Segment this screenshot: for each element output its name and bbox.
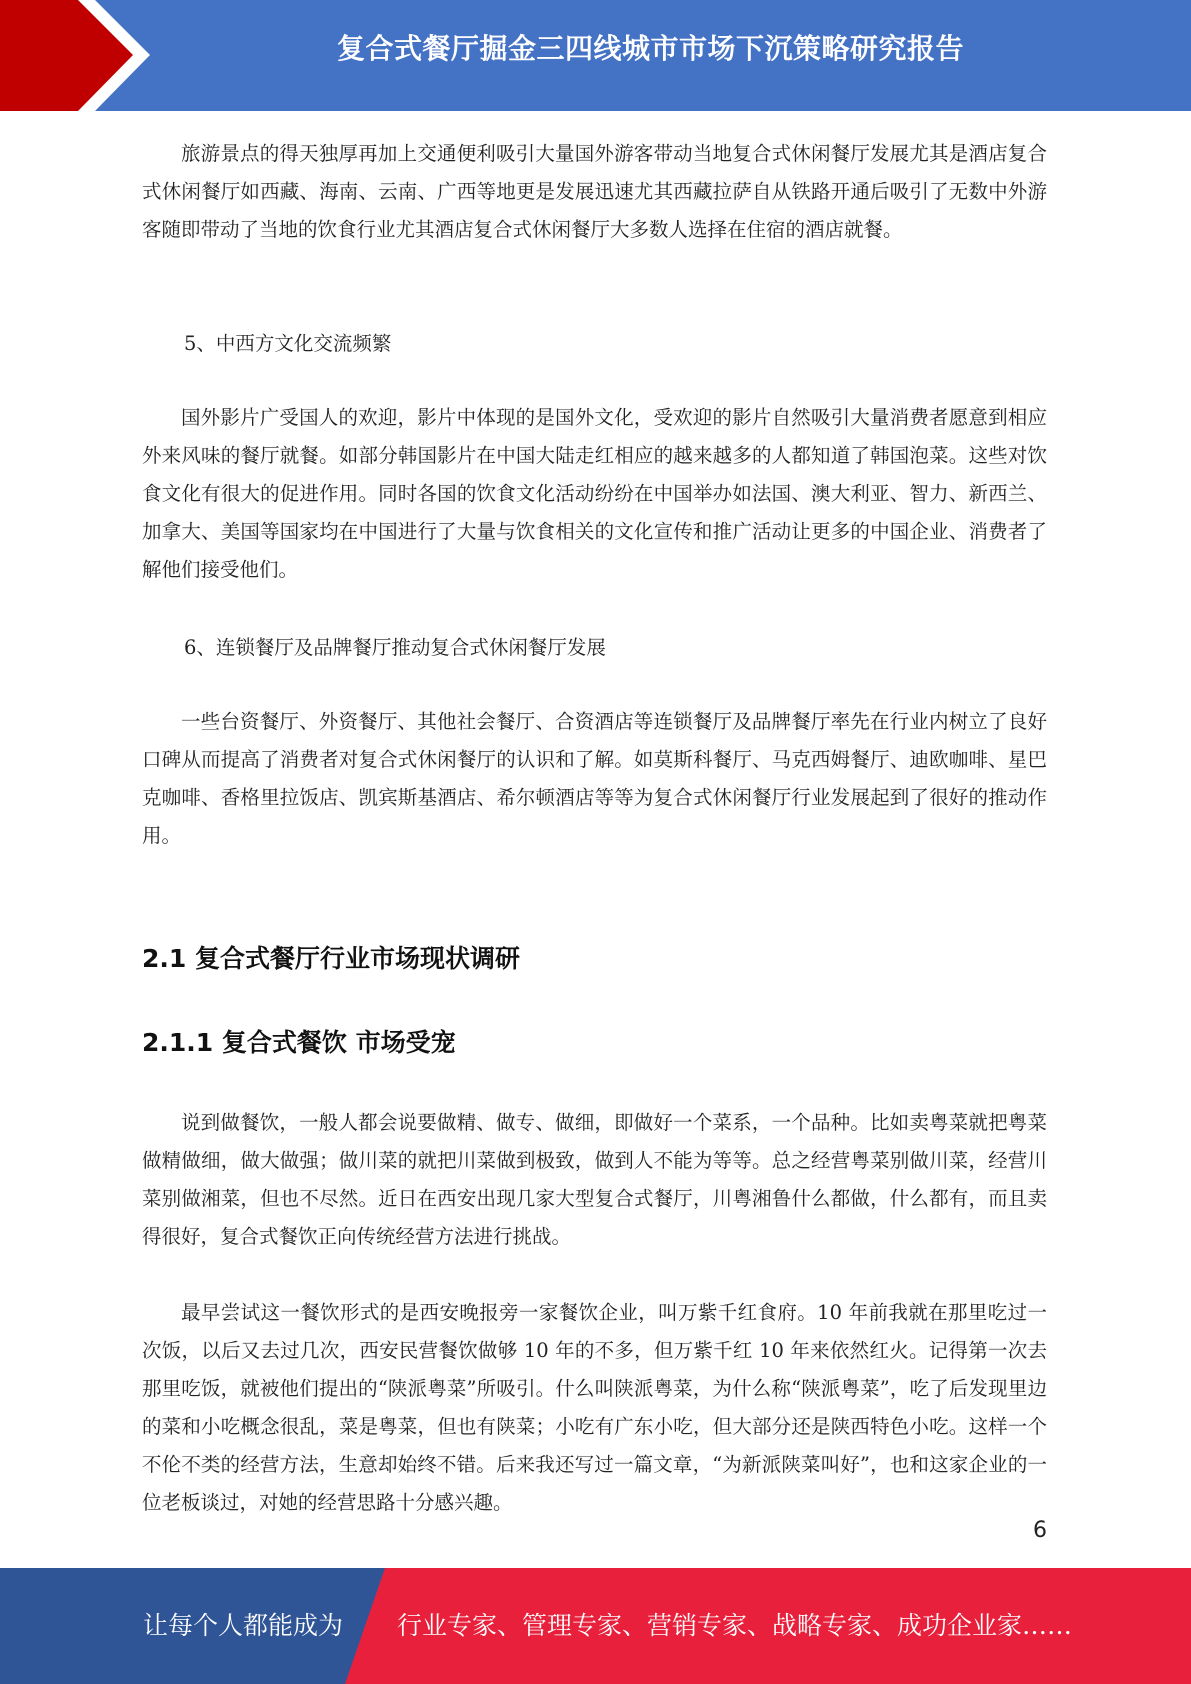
section-heading-2-1: 2.1 复合式餐厅行业市场现状调研 [142,944,520,973]
document-title: 复合式餐厅掘金三四线城市市场下沉策略研究报告 [336,32,964,65]
paragraph-culture-exchange: 国外影片广受国人的欢迎，影片中体现的是国外文化，受欢迎的影片自然吸引大量消费者愿意到相应外来风味的餐厅就餐。如部分韩国影片在中国大陆走红相应的越来越多的人都知道了韩国泡菜。这些对饮食文化有很大的促进作用。同时各国的饮食文化活动纷纷在中国举办如法国、澳大利亚、智力、新西兰、加拿大、美国等国家均在中国进行了大量与饮食相关的文化宣传和推广活动让更多的中国企业、消费者了解他们接受他们。 [142,406,1047,581]
subheading-5: 5、中西方文化交流频繁 [184,332,392,355]
page-footer [0,1568,1191,1684]
paragraph-chain-restaurants: 一些台资餐厅、外资餐厅、其他社会餐厅、合资酒店等连锁餐厅及品牌餐厅率先在行业内树立了良好口碑从而提高了消费者对复合式休闲餐厅的认识和了解。如莫斯科餐厅、马克西姆餐厅、迪欧咖啡、星巴克咖啡、香格里拉饭店、凯宾斯基酒店、希尔顿酒店等等为复合式休闲餐厅行业发展起到了很好的推动作用。 [142,710,1047,847]
paragraph-compound-dining: 说到做餐饮，一般人都会说要做精、做专、做细，即做好一个菜系，一个品种。比如卖粤菜就把粤菜做精做细，做大做强；做川菜的就把川菜做到极致，做到人不能为等等。总之经营粤菜别做川菜，经营川菜别做湘菜，但也不尽然。近日在西安出现几家大型复合式餐厅，川粤湘鲁什么都做，什么都有，而且卖得很好，复合式餐饮正向传统经营方法进行挑战。 [142,1111,1047,1248]
footer-slogan-left: 让每个人都能成为 [143,1611,344,1640]
page-number: 6 [1033,1518,1047,1543]
paragraph-tourism: 旅游景点的得天独厚再加上交通便利吸引大量国外游客带动当地复合式休闲餐厅发展尤其是酒店复合式休闲餐厅如西藏、海南、云南、广西等地更是发展迅速尤其西藏拉萨自从铁路开通后吸引了无数中外游客随即带动了当地的饮食行业尤其酒店复合式休闲餐厅大多数人选择在住宿的酒店就餐。 [142,142,1047,241]
page-header [0,0,1191,111]
paragraph-wanzi-qianhong: 最早尝试这一餐饮形式的是西安晚报旁一家餐饮企业，叫万紫千红食府。10 年前我就在那里吃过一次饭，以后又去过几次，西安民营餐饮做够 10 年的不多，但万紫千红 10 年来依然红火。记得第一次去那里吃饭，就被他们提出的“陕派粤菜”所吸引。什么叫陕派粤菜，为什么称“陕派粤菜”，吃了后发现里边的菜和小吃概念很乱，菜是粤菜，但也有陕菜；小吃有广东小吃，但大部分还是陕西特色小吃。这样一个不伦不类的经营方法，生意却始终不错。后来我还写过一篇文章，“为新派陕菜叫好”，也和这家企业的一位老板谈过，对她的经营思路十分感兴趣。 [142,1301,1047,1514]
footer-slogan-right: 行业专家、管理专家、营销专家、战略专家、成功企业家…… [397,1611,1073,1640]
section-heading-2-1-1: 2.1.1 复合式餐饮 市场受宠 [142,1028,456,1057]
header-arrow-decoration [0,0,160,111]
subheading-6: 6、连锁餐厅及品牌餐厅推动复合式休闲餐厅发展 [184,636,606,659]
